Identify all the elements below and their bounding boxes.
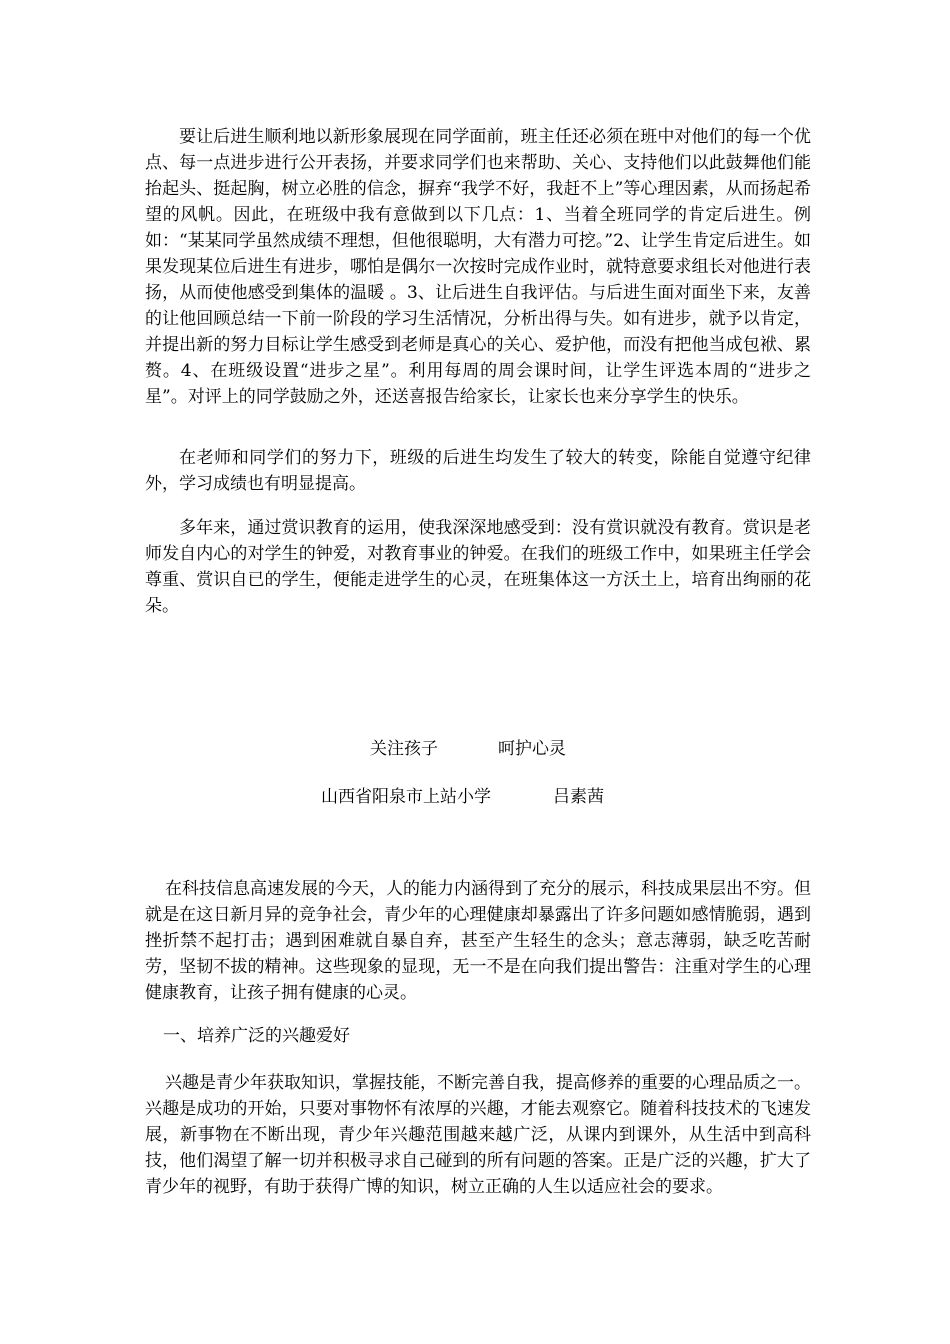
author-name: 吕素茜 [553,787,604,807]
article-title [370,736,566,762]
article-title-part-2: 呵护心灵 [498,739,566,759]
section-heading-1: 一、培养广泛的兴趣爱好 [163,1026,350,1046]
paragraph-interests: 兴趣是青少年获取知识，掌握技能，不断完善自我，提高修养的重要的心理品质之一。兴趣是成功的开始，只要对事物怀有浓厚的兴趣，才能去观察它。随着科技技术的飞速发展，新事物在不断出现，青少年兴趣范围越来越广泛，从课内到课外，从生活中到高科技，他们渴望了解一切并积极寻求自己碰到的所有问题的答案。正是广泛的兴趣，扩大了青少年的视野，有助于获得广博的知识，树立正确的人生以适应社会的要求。 [145,1073,811,1197]
paragraph-praise-students: 要让后进生顺利地以新形象展现在同学面前，班主任还必须在班中对他们的每一个优点、每一点进步进行公开表扬，并要求同学们也来帮助、关心、支持他们以此鼓舞他们能抬起头、挺起胸，树立必胜的信念，摒弃“我学不好，我赶不上”等心理因素，从而扬起希望的风帆。因此，在班级中我有意做到以下几点：1、当着全班同学的肯定后进生。例如：“某某同学虽然成绩不理想，但他很聪明，大有潜力可挖。”2、让学生肯定后进生。如果发现某位后进生有进步，哪怕是偶尔一次按时完成作业时，就特意要求组长对他进行表扬，从而使他感受到集体的温暖 。3、让后进生自我评估。与后进生面对面坐下来，友善的让他回顾总结一下前一阶段的学习生活情况，分析出得与失。如有进步，就予以肯定，并提出新的努力目标让学生感受到老师是真心的关心、爱护他，而没有把他当成包袱、累赘。4、在班级设置“进步之星”。利用每周的周会课时间，让学生评选本周的“进步之星”。对评上的同学鼓励之外，还送喜报告给家长，让家长也来分享学生的快乐。 [145,127,811,407]
author-line [321,784,604,810]
paragraph-appreciation-education: 多年来，通过赏识教育的运用，使我深深地感受到：没有赏识就没有教育。赏识是老师发自内心的对学生的钟爱，对教育事业的钟爱。在我们的班级工作中，如果班主任学会尊重、赏识自已的学生，便能走进学生的心灵，在班集体这一方沃土上，培育出绚丽的花朵。 [145,518,811,616]
article-title-part-1: 关注孩子 [370,739,438,759]
paragraph-introduction: 在科技信息高速发展的今天，人的能力内涵得到了充分的展示，科技成果层出不穷。但就是在这日新月异的竞争社会，青少年的心理健康却暴露出了许多问题如感情脆弱，遇到挫折禁不起打击；遇到困难就自暴自弃，甚至产生轻生的念头；意志薄弱，缺乏吃苦耐劳，坚韧不拔的精神。这些现象的显现，无一不是在向我们提出警告：注重对学生的心理健康教育，让孩子拥有健康的心灵。 [145,879,811,1003]
author-school: 山西省阳泉市上站小学 [321,787,491,807]
paragraph-class-changes: 在老师和同学们的努力下，班级的后进生均发生了较大的转变，除能自觉遵守纪律外，学习成绩也有明显提高。 [145,448,811,494]
